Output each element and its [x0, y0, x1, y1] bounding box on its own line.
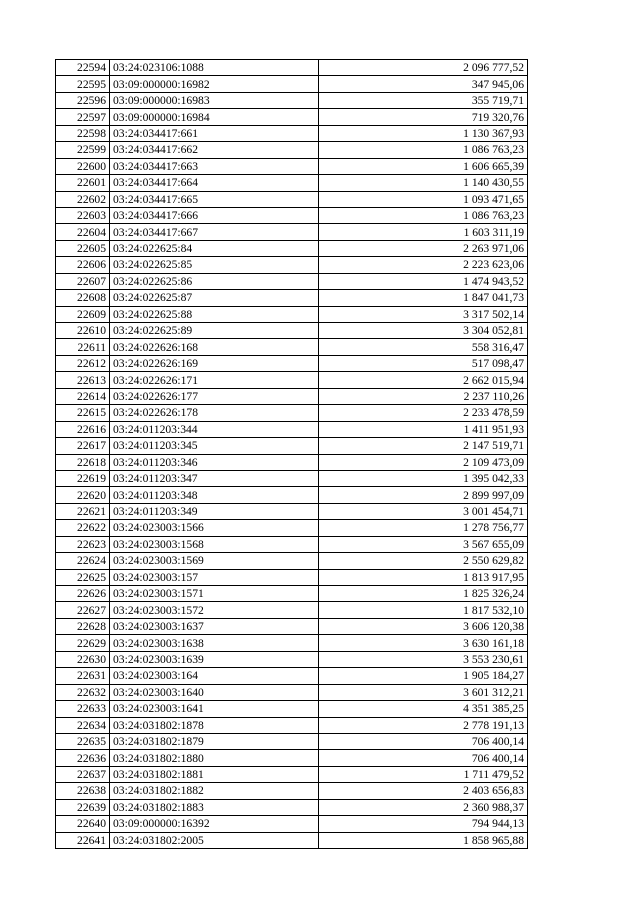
table-row — [56, 651, 528, 667]
cadastral-number-cell: 03:24:023003:157 — [110, 569, 319, 585]
cadastral-number-cell: 03:24:022625:87 — [110, 290, 319, 306]
row-number-cell: 22614 — [56, 388, 110, 404]
table-row — [56, 832, 528, 848]
cadastral-number-cell: 03:24:011203:349 — [110, 503, 319, 519]
table-row — [56, 668, 528, 684]
cadastral-number-cell: 03:24:022625:85 — [110, 257, 319, 273]
table-row — [56, 783, 528, 799]
table-row — [56, 816, 528, 832]
cadastral-number-cell: 03:24:022625:88 — [110, 306, 319, 322]
row-number-cell: 22607 — [56, 273, 110, 289]
cadastral-value-cell: 2 237 110,26 — [319, 388, 528, 404]
table-row — [56, 92, 528, 108]
table-row — [56, 733, 528, 749]
table-row — [56, 158, 528, 174]
row-number-cell: 22600 — [56, 158, 110, 174]
cadastral-number-cell: 03:24:034417:661 — [110, 125, 319, 141]
table-row — [56, 240, 528, 256]
table-row — [56, 684, 528, 700]
table-row — [56, 290, 528, 306]
table-row — [56, 60, 528, 76]
table-row — [56, 191, 528, 207]
row-number-cell: 22635 — [56, 733, 110, 749]
row-number-cell: 22632 — [56, 684, 110, 700]
cadastral-value-cell: 2 147 519,71 — [319, 438, 528, 454]
cadastral-number-cell: 03:24:034417:665 — [110, 191, 319, 207]
cadastral-number-cell: 03:24:023106:1088 — [110, 60, 319, 76]
row-number-cell: 22630 — [56, 651, 110, 667]
table-row — [56, 520, 528, 536]
cadastral-number-cell: 03:24:011203:347 — [110, 470, 319, 486]
cadastral-value-cell: 3 553 230,61 — [319, 651, 528, 667]
cadastral-number-cell: 03:24:031802:2005 — [110, 832, 319, 848]
cadastral-value-cell: 2 096 777,52 — [319, 60, 528, 76]
row-number-cell: 22606 — [56, 257, 110, 273]
table-row — [56, 76, 528, 92]
cadastral-number-cell: 03:24:031802:1880 — [110, 750, 319, 766]
table-row — [56, 438, 528, 454]
row-number-cell: 22639 — [56, 799, 110, 815]
row-number-cell: 22620 — [56, 487, 110, 503]
cadastral-value-cell: 2 778 191,13 — [319, 717, 528, 733]
cadastral-number-cell: 03:09:000000:16392 — [110, 816, 319, 832]
cadastral-number-cell: 03:24:022625:89 — [110, 323, 319, 339]
cadastral-value-cell: 3 606 120,38 — [319, 618, 528, 634]
cadastral-number-cell: 03:24:023003:1572 — [110, 602, 319, 618]
cadastral-value-cell: 4 351 385,25 — [319, 701, 528, 717]
cadastral-number-cell: 03:24:023003:1638 — [110, 635, 319, 651]
cadastral-number-cell: 03:24:034417:667 — [110, 224, 319, 240]
row-number-cell: 22594 — [56, 60, 110, 76]
table-row — [56, 109, 528, 125]
table-row — [56, 553, 528, 569]
cadastral-value-cell: 2 403 656,83 — [319, 783, 528, 799]
row-number-cell: 22623 — [56, 536, 110, 552]
table-row — [56, 257, 528, 273]
cadastral-value-cell: 1 711 479,52 — [319, 766, 528, 782]
table-row — [56, 125, 528, 141]
table-row — [56, 421, 528, 437]
cadastral-value-cell: 2 233 478,59 — [319, 405, 528, 421]
row-number-cell: 22638 — [56, 783, 110, 799]
table-row — [56, 750, 528, 766]
row-number-cell: 22626 — [56, 586, 110, 602]
cadastral-value-cell: 1 130 367,93 — [319, 125, 528, 141]
cadastral-value-cell: 1 606 665,39 — [319, 158, 528, 174]
cadastral-number-cell: 03:24:034417:662 — [110, 142, 319, 158]
cadastral-number-cell: 03:24:022626:169 — [110, 355, 319, 371]
row-number-cell: 22605 — [56, 240, 110, 256]
cadastral-value-cell: 3 601 312,21 — [319, 684, 528, 700]
row-number-cell: 22610 — [56, 323, 110, 339]
cadastral-number-cell: 03:09:000000:16982 — [110, 76, 319, 92]
table-row — [56, 454, 528, 470]
table-row — [56, 388, 528, 404]
cadastral-value-cell: 1 140 430,55 — [319, 175, 528, 191]
cadastral-number-cell: 03:24:023003:1637 — [110, 618, 319, 634]
table-row — [56, 323, 528, 339]
row-number-cell: 22633 — [56, 701, 110, 717]
cadastral-number-cell: 03:24:031802:1881 — [110, 766, 319, 782]
table-row — [56, 799, 528, 815]
cadastral-number-cell: 03:24:022626:178 — [110, 405, 319, 421]
row-number-cell: 22631 — [56, 668, 110, 684]
row-number-cell: 22640 — [56, 816, 110, 832]
cadastral-value-cell: 2 662 015,94 — [319, 372, 528, 388]
cadastral-value-cell: 3 630 161,18 — [319, 635, 528, 651]
cadastral-number-cell: 03:24:034417:663 — [110, 158, 319, 174]
cadastral-value-cell: 1 905 184,27 — [319, 668, 528, 684]
row-number-cell: 22641 — [56, 832, 110, 848]
cadastral-number-cell: 03:24:022625:84 — [110, 240, 319, 256]
cadastral-value-cell: 3 304 052,81 — [319, 323, 528, 339]
row-number-cell: 22619 — [56, 470, 110, 486]
cadastral-value-table — [55, 59, 528, 849]
cadastral-value-cell: 2 360 988,37 — [319, 799, 528, 815]
row-number-cell: 22611 — [56, 339, 110, 355]
cadastral-value-cell: 706 400,14 — [319, 733, 528, 749]
row-number-cell: 22625 — [56, 569, 110, 585]
cadastral-number-cell: 03:24:011203:344 — [110, 421, 319, 437]
table-row — [56, 355, 528, 371]
cadastral-value-cell: 2 550 629,82 — [319, 553, 528, 569]
row-number-cell: 22627 — [56, 602, 110, 618]
row-number-cell: 22618 — [56, 454, 110, 470]
cadastral-value-cell: 1 813 917,95 — [319, 569, 528, 585]
cadastral-value-cell: 1 858 965,88 — [319, 832, 528, 848]
row-number-cell: 22624 — [56, 553, 110, 569]
cadastral-value-cell: 558 316,47 — [319, 339, 528, 355]
table-row — [56, 536, 528, 552]
cadastral-value-cell: 3 567 655,09 — [319, 536, 528, 552]
table-row — [56, 586, 528, 602]
row-number-cell: 22603 — [56, 207, 110, 223]
cadastral-number-cell: 03:24:023003:1641 — [110, 701, 319, 717]
table-row — [56, 487, 528, 503]
table-row — [56, 405, 528, 421]
cadastral-value-cell: 1 474 943,52 — [319, 273, 528, 289]
row-number-cell: 22621 — [56, 503, 110, 519]
cadastral-number-cell: 03:24:023003:1566 — [110, 520, 319, 536]
cadastral-value-cell: 719 320,76 — [319, 109, 528, 125]
row-number-cell: 22622 — [56, 520, 110, 536]
table-row — [56, 618, 528, 634]
table-row — [56, 175, 528, 191]
row-number-cell: 22617 — [56, 438, 110, 454]
table-row — [56, 273, 528, 289]
row-number-cell: 22634 — [56, 717, 110, 733]
row-number-cell: 22601 — [56, 175, 110, 191]
row-number-cell: 22597 — [56, 109, 110, 125]
table-row — [56, 766, 528, 782]
cadastral-number-cell: 03:24:023003:164 — [110, 668, 319, 684]
row-number-cell: 22598 — [56, 125, 110, 141]
cadastral-value-cell: 794 944,13 — [319, 816, 528, 832]
cadastral-number-cell: 03:24:031802:1882 — [110, 783, 319, 799]
cadastral-value-cell: 706 400,14 — [319, 750, 528, 766]
cadastral-number-cell: 03:24:011203:345 — [110, 438, 319, 454]
cadastral-value-cell: 3 001 454,71 — [319, 503, 528, 519]
row-number-cell: 22595 — [56, 76, 110, 92]
cadastral-number-cell: 03:09:000000:16983 — [110, 92, 319, 108]
cadastral-number-cell: 03:09:000000:16984 — [110, 109, 319, 125]
row-number-cell: 22612 — [56, 355, 110, 371]
cadastral-value-cell: 2 899 997,09 — [319, 487, 528, 503]
cadastral-value-cell: 355 719,71 — [319, 92, 528, 108]
table-row — [56, 224, 528, 240]
table-row — [56, 372, 528, 388]
cadastral-number-cell: 03:24:031802:1883 — [110, 799, 319, 815]
table-row — [56, 717, 528, 733]
row-number-cell: 22609 — [56, 306, 110, 322]
cadastral-number-cell: 03:24:011203:346 — [110, 454, 319, 470]
cadastral-value-cell: 1 093 471,65 — [319, 191, 528, 207]
table-row — [56, 339, 528, 355]
cadastral-number-cell: 03:24:023003:1640 — [110, 684, 319, 700]
cadastral-value-cell: 2 263 971,06 — [319, 240, 528, 256]
row-number-cell: 22637 — [56, 766, 110, 782]
row-number-cell: 22602 — [56, 191, 110, 207]
table-row — [56, 207, 528, 223]
cadastral-number-cell: 03:24:031802:1878 — [110, 717, 319, 733]
cadastral-value-cell: 1 086 763,23 — [319, 142, 528, 158]
cadastral-value-cell: 1 817 532,10 — [319, 602, 528, 618]
cadastral-value-cell: 3 317 502,14 — [319, 306, 528, 322]
row-number-cell: 22615 — [56, 405, 110, 421]
row-number-cell: 22628 — [56, 618, 110, 634]
cadastral-value-cell: 2 109 473,09 — [319, 454, 528, 470]
table-row — [56, 569, 528, 585]
cadastral-value-cell: 517 098,47 — [319, 355, 528, 371]
row-number-cell: 22613 — [56, 372, 110, 388]
row-number-cell: 22604 — [56, 224, 110, 240]
cadastral-value-cell: 1 411 951,93 — [319, 421, 528, 437]
row-number-cell: 22629 — [56, 635, 110, 651]
table-body — [56, 60, 528, 849]
cadastral-value-cell: 1 603 311,19 — [319, 224, 528, 240]
cadastral-number-cell: 03:24:022626:177 — [110, 388, 319, 404]
table-row — [56, 306, 528, 322]
row-number-cell: 22616 — [56, 421, 110, 437]
cadastral-value-cell: 1 395 042,33 — [319, 470, 528, 486]
cadastral-value-cell: 2 223 623,06 — [319, 257, 528, 273]
cadastral-number-cell: 03:24:031802:1879 — [110, 733, 319, 749]
cadastral-value-cell: 1 086 763,23 — [319, 207, 528, 223]
table-row — [56, 503, 528, 519]
cadastral-value-cell: 1 847 041,73 — [319, 290, 528, 306]
cadastral-number-cell: 03:24:011203:348 — [110, 487, 319, 503]
cadastral-value-cell: 1 825 326,24 — [319, 586, 528, 602]
row-number-cell: 22636 — [56, 750, 110, 766]
cadastral-number-cell: 03:24:022625:86 — [110, 273, 319, 289]
row-number-cell: 22596 — [56, 92, 110, 108]
cadastral-number-cell: 03:24:023003:1571 — [110, 586, 319, 602]
cadastral-value-cell: 1 278 756,77 — [319, 520, 528, 536]
row-number-cell: 22608 — [56, 290, 110, 306]
cadastral-number-cell: 03:24:034417:664 — [110, 175, 319, 191]
cadastral-number-cell: 03:24:022626:171 — [110, 372, 319, 388]
cadastral-number-cell: 03:24:023003:1569 — [110, 553, 319, 569]
table-row — [56, 142, 528, 158]
table-row — [56, 470, 528, 486]
table-row — [56, 701, 528, 717]
table-row — [56, 635, 528, 651]
row-number-cell: 22599 — [56, 142, 110, 158]
cadastral-number-cell: 03:24:023003:1568 — [110, 536, 319, 552]
cadastral-value-cell: 347 945,06 — [319, 76, 528, 92]
cadastral-number-cell: 03:24:022626:168 — [110, 339, 319, 355]
cadastral-number-cell: 03:24:023003:1639 — [110, 651, 319, 667]
table-row — [56, 602, 528, 618]
cadastral-number-cell: 03:24:034417:666 — [110, 207, 319, 223]
